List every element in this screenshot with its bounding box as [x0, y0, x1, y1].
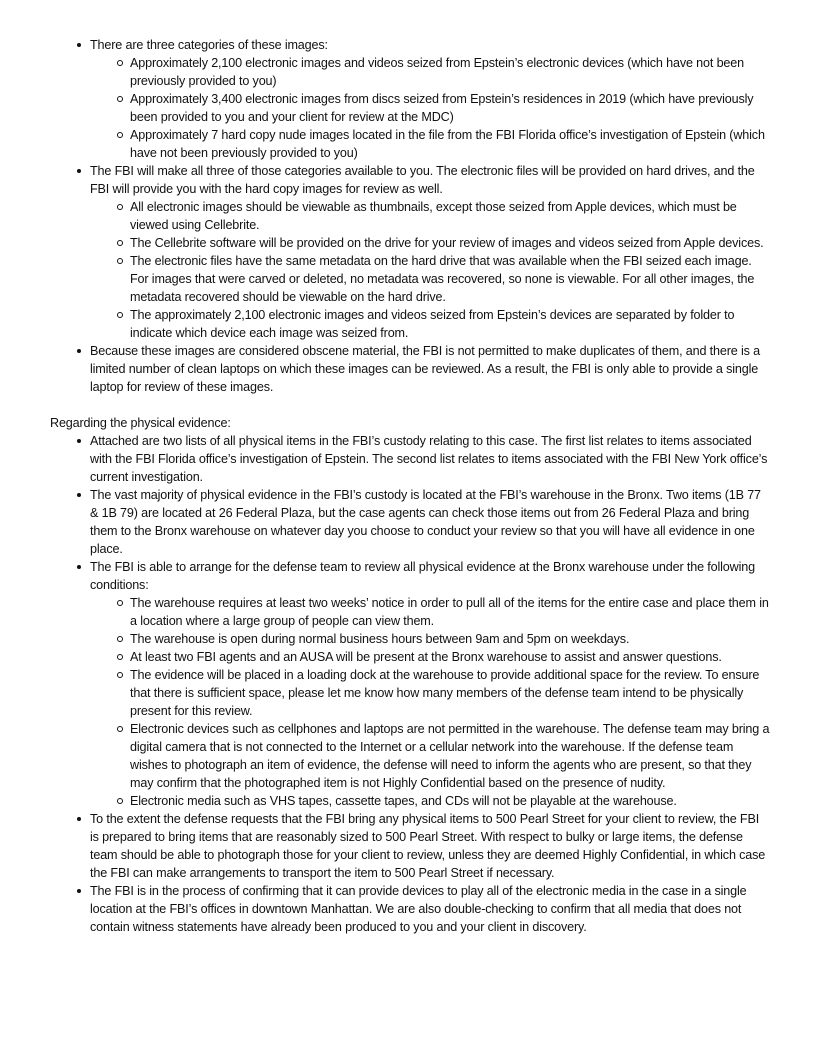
images-bullet-list: [50, 36, 770, 396]
bullet-icon: [77, 817, 81, 821]
list-item: [50, 558, 770, 810]
hollow-bullet-icon: [117, 654, 123, 660]
bullet-icon: [77, 43, 81, 47]
sub-list-item: [90, 234, 770, 252]
sub-list-item-text: Approximately 7 hard copy nude images located in the file from the FBI Florida office’s investigation of Epstein (which have not been previously provided to you): [130, 128, 765, 160]
bullet-icon: [77, 439, 81, 443]
sub-list-item: [90, 594, 770, 630]
list-item: [50, 162, 770, 342]
sub-list-item: [90, 198, 770, 234]
list-item-text: The FBI will make all three of those categories available to you. The electronic files will be provided on hard drives, and the FBI will provide you with the hard copy images for review as well.: [90, 164, 755, 196]
sub-list-item: [90, 720, 770, 792]
list-item: [50, 882, 770, 936]
hollow-bullet-icon: [117, 798, 123, 804]
list-item: [50, 432, 770, 486]
hollow-bullet-icon: [117, 636, 123, 642]
sub-list-item-text: The warehouse requires at least two weeks’ notice in order to pull all of the items for the entire case and place them in a location where a large group of people can view them.: [130, 596, 769, 628]
list-item-text: The FBI is in the process of confirming that it can provide devices to play all of the electronic media in the case in a single location at the FBI’s offices in downtown Manhattan. We are also double-checking to confirm that all media that does not contain witness statements have already been produced to you and your client in discovery.: [90, 884, 747, 934]
sub-list-item: [90, 792, 770, 810]
sub-list-item: [90, 630, 770, 648]
sub-list-item-text: Approximately 2,100 electronic images and videos seized from Epstein’s electronic devices (which have not been previously provided to you): [130, 56, 744, 88]
hollow-bullet-icon: [117, 258, 123, 264]
sub-bullet-list: [90, 198, 770, 342]
sub-list-item: [90, 306, 770, 342]
hollow-bullet-icon: [117, 240, 123, 246]
sub-list-item: [90, 54, 770, 90]
list-item: [50, 342, 770, 396]
hollow-bullet-icon: [117, 204, 123, 210]
sub-list-item: [90, 252, 770, 306]
sub-list-item-text: The electronic files have the same metadata on the hard drive that was available when the FBI seized each image. For images that were carved or deleted, no metadata was recovered, so none is viewable. For all other images, the metadata recovered should be viewable on the hard drive.: [130, 254, 755, 304]
hollow-bullet-icon: [117, 312, 123, 318]
sub-bullet-list: [90, 54, 770, 162]
sub-list-item-text: The approximately 2,100 electronic images and videos seized from Epstein’s devices are separated by folder to indicate which device each image was seized from.: [130, 308, 735, 340]
physical-evidence-heading: Regarding the physical evidence:: [50, 416, 231, 430]
sub-list-item-text: Electronic devices such as cellphones and laptops are not permitted in the warehouse. The defense team may bring a digital camera that is not connected to the Internet or a cellular network into the warehouse. If the defense team wishes to photograph an item of evidence, the defense will need to inform the agents who are present, so that they may confirm that the photographed item is not Highly Confidential based on the presence of nudity.: [130, 722, 770, 790]
list-item-text: There are three categories of these images:: [90, 38, 328, 52]
sub-list-item: [90, 90, 770, 126]
bullet-icon: [77, 889, 81, 893]
document-page: [50, 36, 770, 936]
sub-list-item: [90, 648, 770, 666]
physical-evidence-bullet-list: [50, 432, 770, 936]
bullet-icon: [77, 565, 81, 569]
bullet-icon: [77, 169, 81, 173]
list-item-text: Because these images are considered obscene material, the FBI is not permitted to make duplicates of them, and there is a limited number of clean laptops on which these images can be reviewed. As a result, the FBI is only able to provide a single laptop for review of these images.: [90, 344, 760, 394]
sub-bullet-list: [90, 594, 770, 810]
list-item-text: The FBI is able to arrange for the defense team to review all physical evidence at the Bronx warehouse under the following conditions:: [90, 560, 755, 592]
list-item: [50, 486, 770, 558]
sub-list-item: [90, 126, 770, 162]
sub-list-item-text: Approximately 3,400 electronic images from discs seized from Epstein’s residences in 2019 (which have previously been provided to you and your client for review at the MDC): [130, 92, 754, 124]
hollow-bullet-icon: [117, 60, 123, 66]
sub-list-item-text: The Cellebrite software will be provided on the drive for your review of images and videos seized from Apple devices.: [130, 236, 764, 250]
paragraph-spacer: [50, 396, 770, 414]
bullet-icon: [77, 349, 81, 353]
hollow-bullet-icon: [117, 132, 123, 138]
list-item: [50, 36, 770, 162]
sub-list-item-text: Electronic media such as VHS tapes, cassette tapes, and CDs will not be playable at the warehouse.: [130, 794, 677, 808]
hollow-bullet-icon: [117, 726, 123, 732]
list-item-text: Attached are two lists of all physical items in the FBI’s custody relating to this case. The first list relates to items associated with the FBI Florida office’s investigation of Epstein. The second list relates to items associated with the FBI New York office’s current investigation.: [90, 434, 768, 484]
list-item: [50, 810, 770, 882]
hollow-bullet-icon: [117, 96, 123, 102]
list-item-text: The vast majority of physical evidence in the FBI’s custody is located at the FBI’s warehouse in the Bronx. Two items (1B 77 & 1B 79) are located at 26 Federal Plaza, but the case agents can check those items out from 26 Federal Plaza and bring them to the Bronx warehouse on whatever day you choose to conduct your review so that you will have all evidence in one place.: [90, 488, 761, 556]
list-item-text: To the extent the defense requests that the FBI bring any physical items to 500 Pearl Street for your client to review, the FBI is prepared to bring items that are reasonably sized to 500 Pearl Street. With respect to bulky or large items, the defense team should be able to photograph those for your client to review, unless they are deemed Highly Confidential, in which case the FBI can make arrangements to transport the item to 500 Pearl Street if necessary.: [90, 812, 766, 880]
sub-list-item-text: The warehouse is open during normal business hours between 9am and 5pm on weekdays.: [130, 632, 630, 646]
hollow-bullet-icon: [117, 672, 123, 678]
sub-list-item-text: The evidence will be placed in a loading dock at the warehouse to provide additional space for the review. To ensure that there is sufficient space, please let me know how many members of the defense team intend to be physically present for this review.: [130, 668, 760, 718]
sub-list-item-text: All electronic images should be viewable as thumbnails, except those seized from Apple devices, which must be viewed using Cellebrite.: [130, 200, 737, 232]
sub-list-item: [90, 666, 770, 720]
sub-list-item-text: At least two FBI agents and an AUSA will be present at the Bronx warehouse to assist and answer questions.: [130, 650, 722, 664]
bullet-icon: [77, 493, 81, 497]
hollow-bullet-icon: [117, 600, 123, 606]
